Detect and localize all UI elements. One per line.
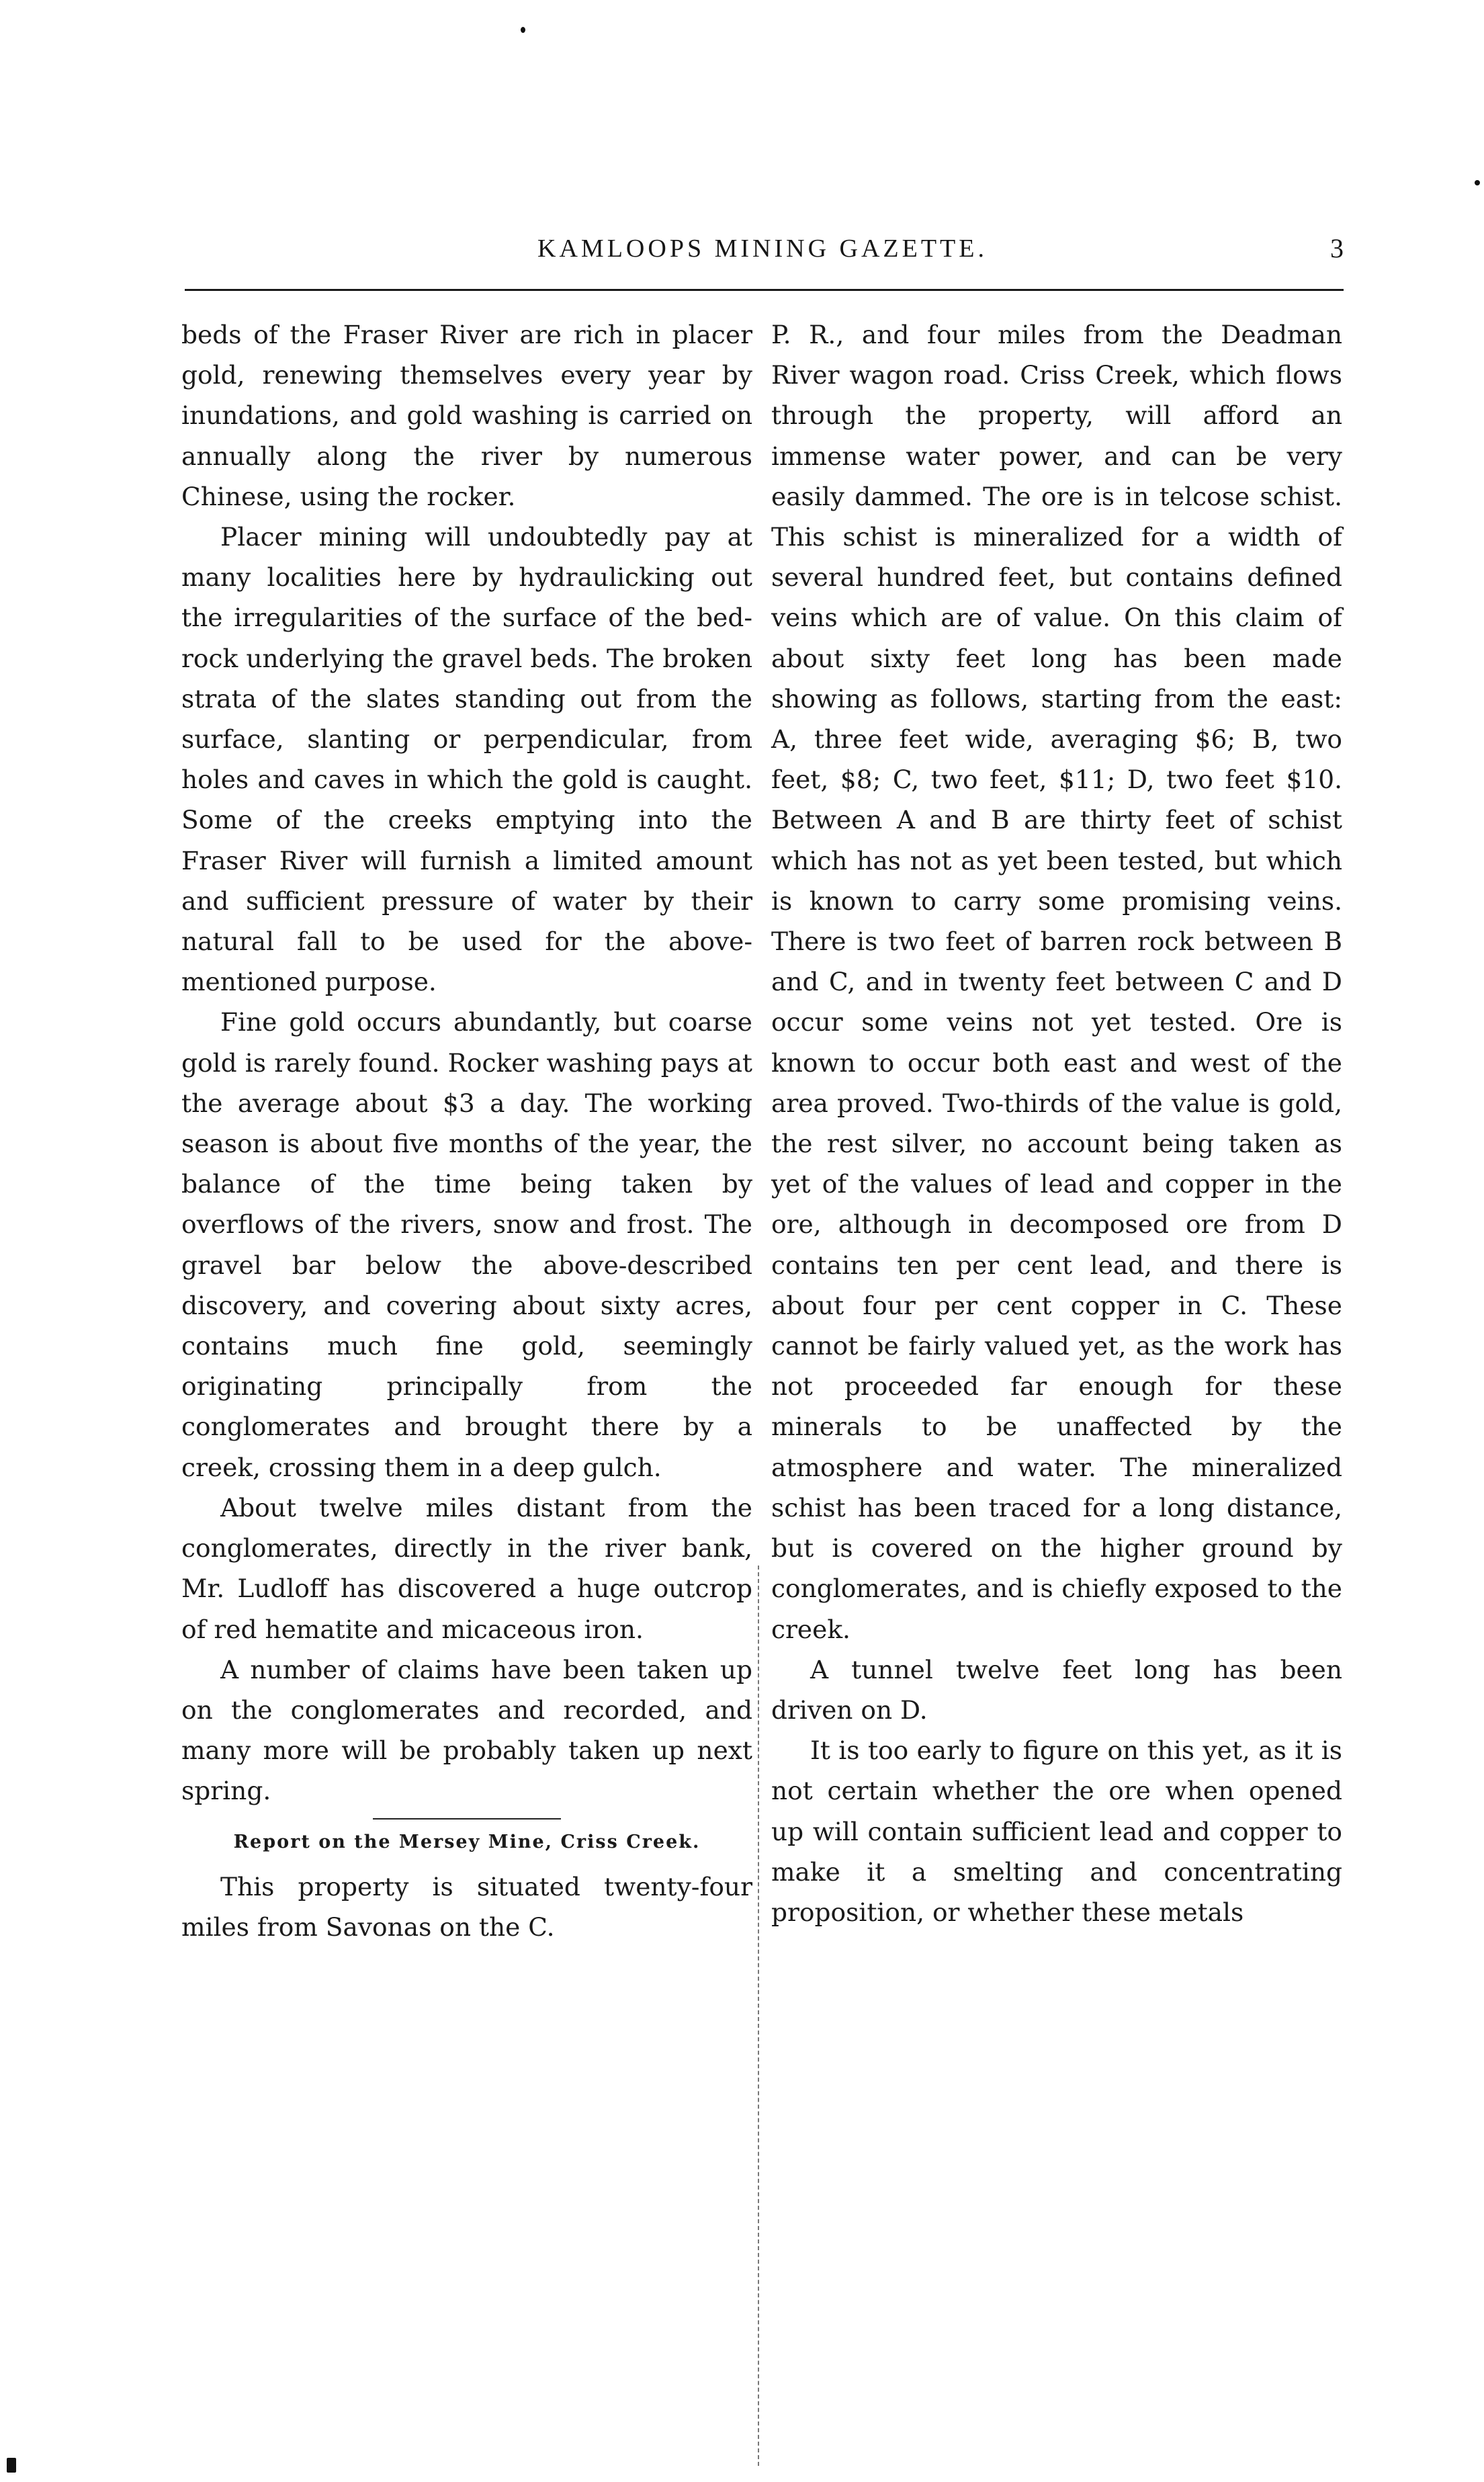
paragraph: P. R., and four miles from the Deadman River wagon road. Criss Creek, which flows through the property, will afford an immense water power, and can be very easily dammed. The ore is in telcose schist. This schist is mineralized for a width of several hundred feet, but contains defined veins which are of value. On this claim of about sixty feet long has been made showing as follows, starting from the east: A, three feet wide, averaging $6; B, two feet, $8; C, two feet, $11; D, two feet $10. Between A and B are thirty feet of schist which has not as yet been tested, but which is known to carry some promising veins. There is two feet of barren rock between B and C, and in twenty feet between C and D occur some veins not yet tested. Ore is known to occur both east and west of the area proved. Two-thirds of the value is gold, the rest silver, no account being taken as yet of the values of lead and copper in the ore, although in decomposed ore from D contains ten per cent lead, and there is about four per cent copper in C. These cannot be fairly valued yet, as the work has not proceeded far enough for these minerals to be unaffected by the atmosphere and water. The mineralized schist has been traced for a long distance, but is covered on the higher ground by conglomerates, and is chiefly exposed to the creek. <box>771 320 1342 1644</box>
paragraph: A number of claims have been taken up on the conglomerates and recorded, and many more will be probably taken up next spring. <box>181 1654 752 1806</box>
paragraph: It is too early to figure on this yet, as it is not certain whether the ore when opened up will contain sufficient lead and copper to make it a smelting and concentrating proposition, or whether these metals <box>771 1736 1342 1927</box>
paragraph: Fine gold occurs abundantly, but coarse gold is rarely found. Rocker washing pays at the average about $3 a day. The working season is about five months of the year, the balance of the time being taken by overflows of the rivers, snow and frost. The gravel bar below the above-described discovery, and covering about sixty acres, contains much fine gold, seemingly originating principally from the conglomerates and brought there by a creek, crossing them in a deep gulch. <box>181 1007 752 1482</box>
header-rule <box>185 289 1344 291</box>
column-divider <box>758 1566 759 2466</box>
paragraph: This property is situated twenty-four miles from Savonas on the C. <box>181 1871 752 1942</box>
ink-speck-right <box>1475 180 1480 185</box>
paragraph: beds of the Fraser River are rich in placer gold, renewing themselves every year by inundations, and gold washing is carried on annually along the river by numerous Chinese, using the rocker. <box>181 320 752 511</box>
paragraph: About twelve miles distant from the conglomerates, directly in the river bank, Mr. Ludloff has discovered a huge outcrop of red hematite and micaceous iron. <box>181 1492 752 1644</box>
ink-speck-top <box>521 27 525 33</box>
section-divider <box>373 1818 561 1820</box>
paragraph: Placer mining will undoubtedly pay at many localities here by hydraulicking out the irregularities of the surface of the bed-rock underlying the gravel beds. The broken strata of the slates standing out from the surface, slanting or perpendicular, from holes and caves in which the gold is caught. Some of the creeks emptying into the Fraser River will furnish a limited amount and sufficient pressure of water by their natural fall to be used for the above-mentioned purpose. <box>181 522 752 997</box>
paragraph: A tunnel twelve feet long has been driven on D. <box>771 1654 1342 1725</box>
report-heading: Report on the Mersey Mine, Criss Creek. <box>233 1831 701 1852</box>
running-title: KAMLOOPS MINING GAZETTE. <box>537 234 988 263</box>
ink-speck-bottom-left <box>7 2458 16 2473</box>
left-column <box>181 314 752 1947</box>
page-number: 3 <box>1330 233 1344 263</box>
page-header <box>181 228 1344 275</box>
right-column <box>771 314 1342 1932</box>
